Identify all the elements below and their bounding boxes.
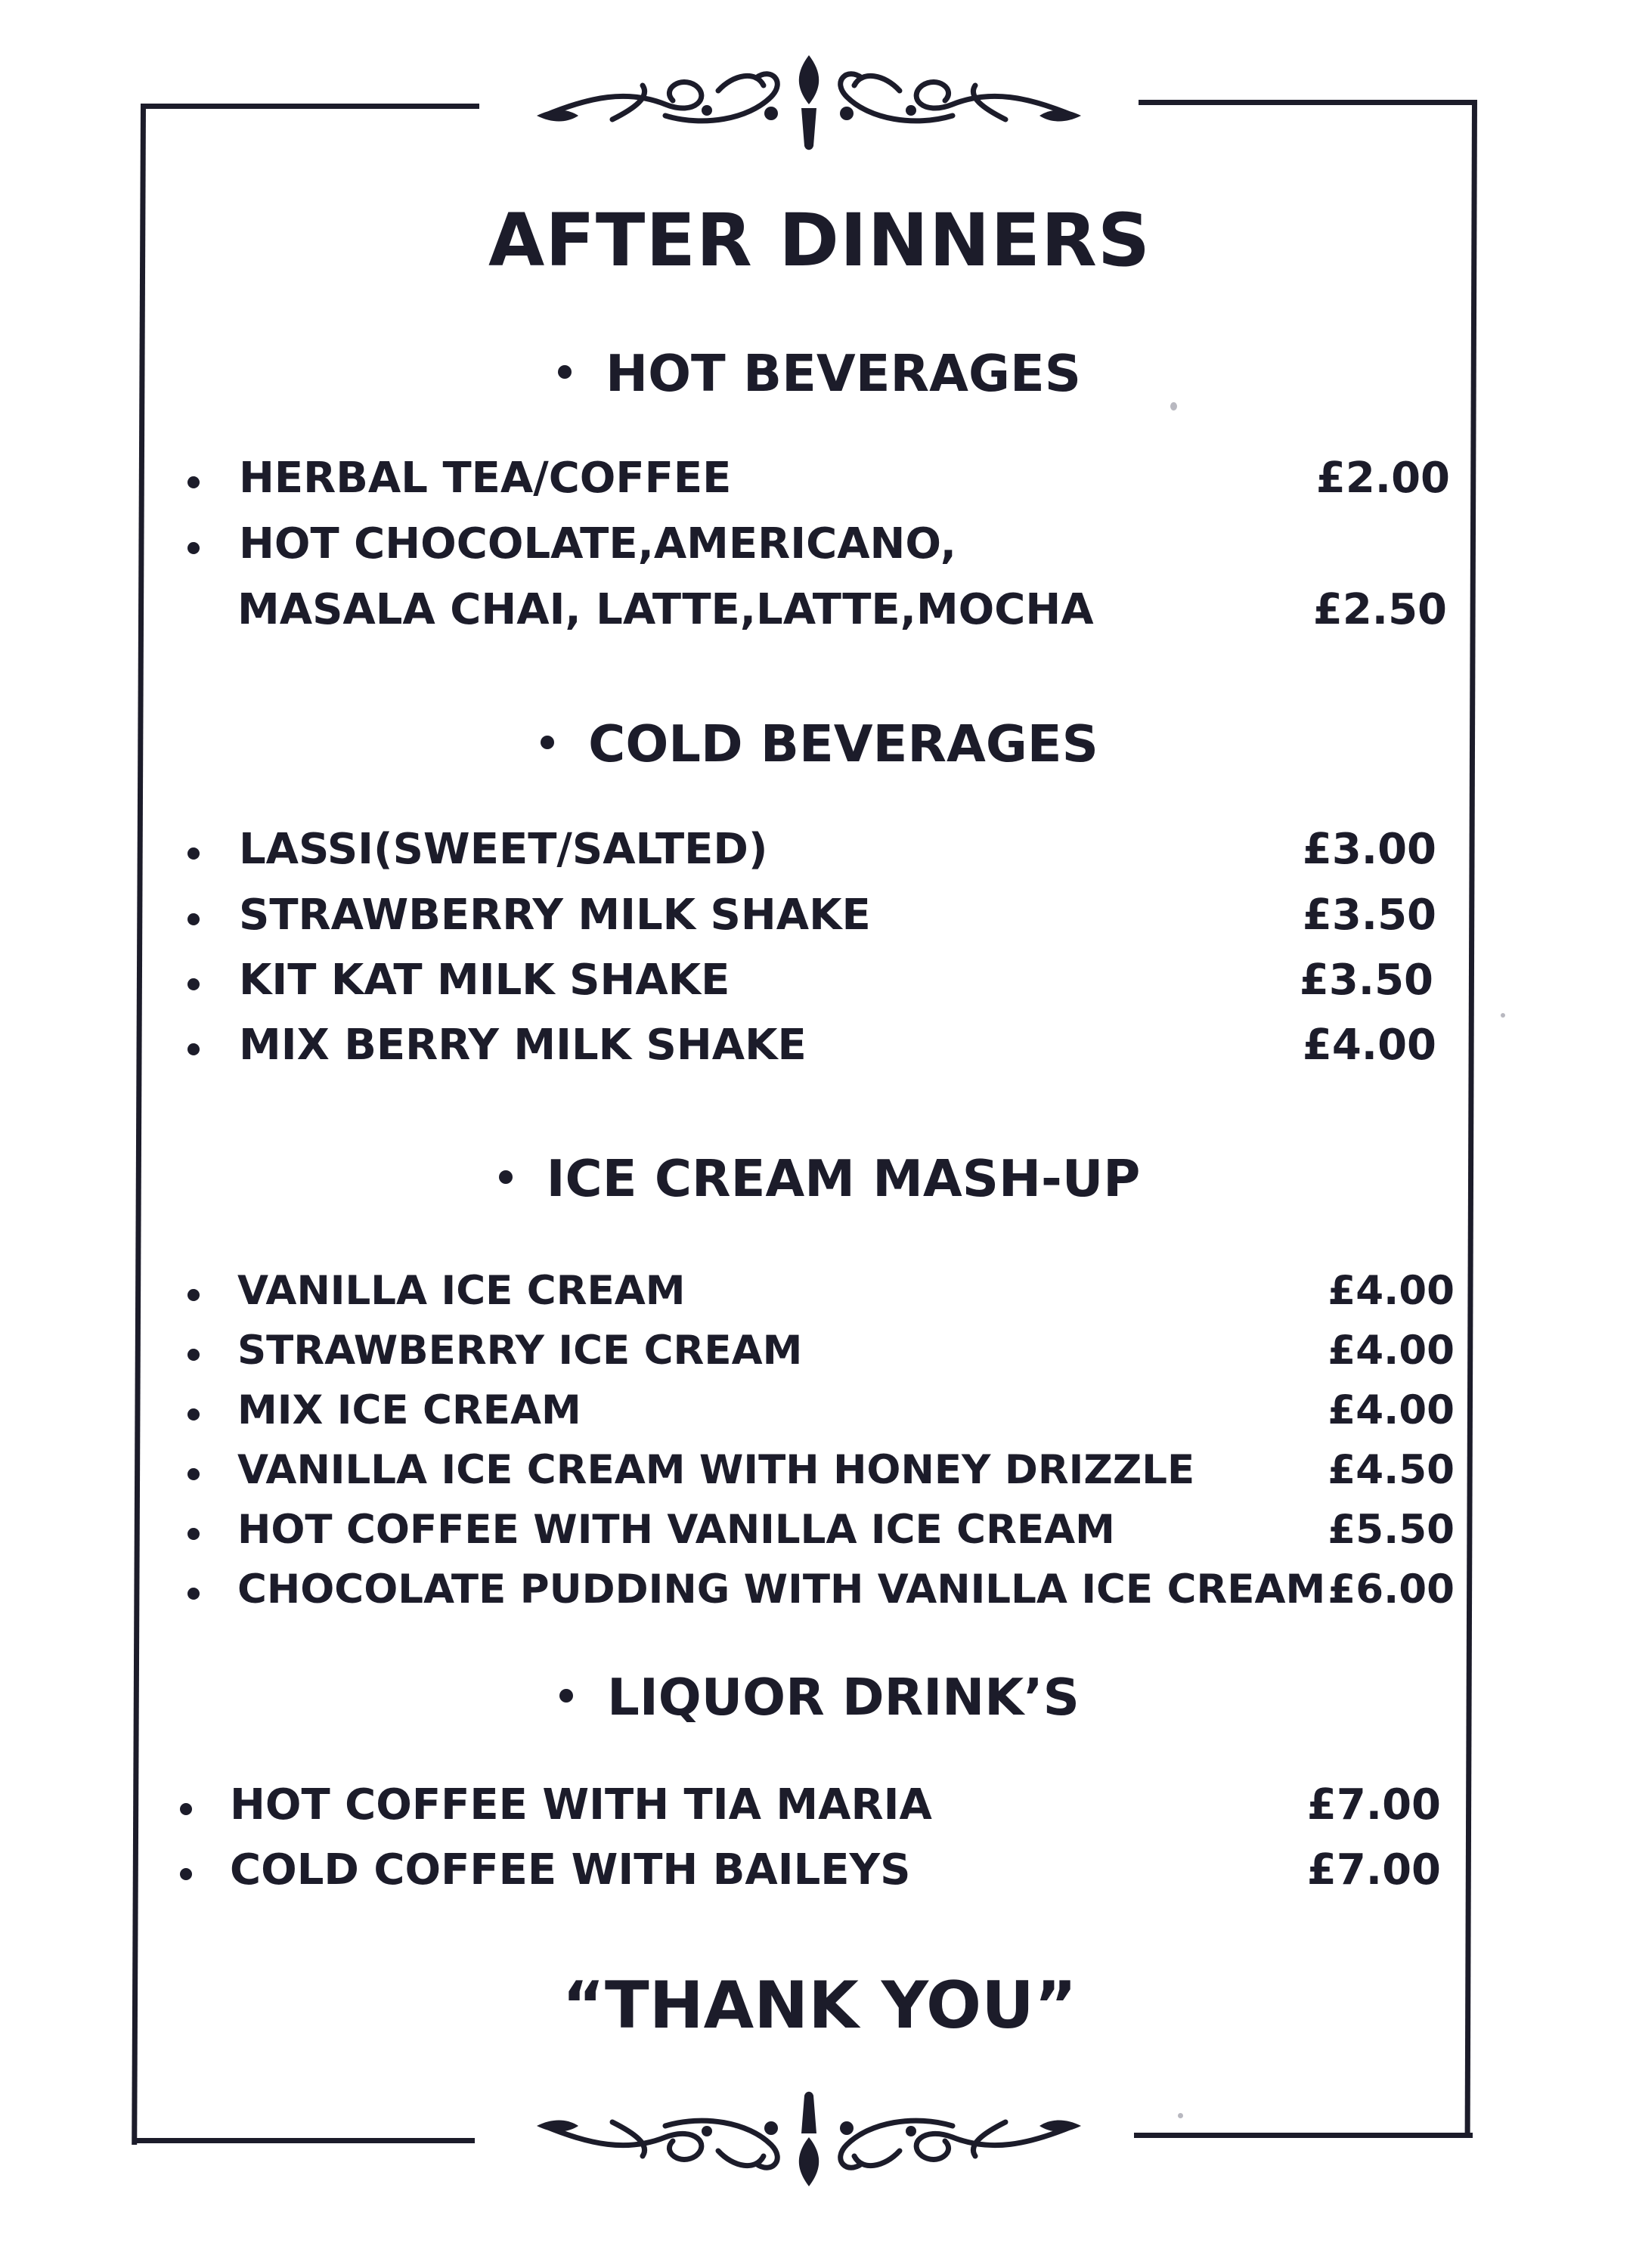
menu-item-price: £4.50 bbox=[1328, 1447, 1455, 1493]
menu-item-name: STRAWBERRY MILK SHAKE bbox=[239, 891, 871, 940]
frame-top-left bbox=[141, 104, 479, 109]
menu-item-price: £6.00 bbox=[1328, 1566, 1455, 1613]
menu-item-price: £5.50 bbox=[1328, 1507, 1455, 1553]
menu-item-price: £4.00 bbox=[1328, 1387, 1455, 1433]
frame-bottom-left bbox=[135, 2138, 475, 2143]
bullet-icon bbox=[541, 736, 554, 749]
bullet-icon bbox=[187, 542, 200, 554]
bottom-ornament-flourish bbox=[522, 2081, 1096, 2194]
section-heading-label: ICE CREAM MASH-UP bbox=[546, 1149, 1141, 1208]
frame-right bbox=[1465, 100, 1477, 2137]
bullet-icon bbox=[187, 1528, 200, 1540]
bullet-icon bbox=[180, 1803, 192, 1815]
menu-item-price: £2.50 bbox=[1312, 585, 1447, 634]
section-heading-hot-beverages bbox=[0, 344, 1639, 403]
section-heading-liquor bbox=[0, 1668, 1639, 1727]
menu-item-price: £4.00 bbox=[1302, 1021, 1436, 1070]
bullet-icon bbox=[180, 1868, 192, 1880]
section-heading-ice-cream bbox=[0, 1149, 1639, 1208]
bullet-icon bbox=[187, 1349, 200, 1361]
menu-item-name: HOT COFFEE WITH VANILLA ICE CREAM bbox=[237, 1507, 1115, 1553]
scan-speck bbox=[1178, 2113, 1183, 2118]
menu-item-name: COLD COFFEE WITH BAILEYS bbox=[230, 1845, 911, 1895]
bullet-icon bbox=[187, 1468, 200, 1480]
bullet-icon bbox=[187, 476, 200, 488]
bullet-icon bbox=[187, 1588, 200, 1600]
menu-item-price: £7.00 bbox=[1306, 1845, 1441, 1895]
thank-you-closing: “THANK YOU” bbox=[562, 1968, 1077, 2043]
bullet-icon bbox=[187, 1289, 200, 1301]
bullet-icon bbox=[559, 1689, 573, 1703]
menu-item-name: HOT COFFEE WITH TIA MARIA bbox=[230, 1780, 932, 1830]
menu-item-name: VANILLA ICE CREAM bbox=[237, 1268, 686, 1314]
bullet-icon bbox=[187, 1043, 200, 1055]
menu-item-price: £2.00 bbox=[1315, 454, 1450, 503]
menu-item-price: £4.00 bbox=[1328, 1268, 1455, 1314]
menu-item-name: MIX ICE CREAM bbox=[237, 1387, 581, 1433]
menu-item-name: MIX BERRY MILK SHAKE bbox=[239, 1021, 807, 1070]
section-heading-cold-beverages bbox=[0, 714, 1639, 773]
menu-item-name: HERBAL TEA/COFFEE bbox=[239, 454, 732, 503]
bullet-icon bbox=[187, 1408, 200, 1421]
menu-item-name: CHOCOLATE PUDDING WITH VANILLA ICE CREAM bbox=[237, 1566, 1326, 1613]
top-ornament-flourish bbox=[522, 44, 1096, 157]
bullet-icon bbox=[187, 847, 200, 860]
menu-item-price: £4.00 bbox=[1328, 1328, 1455, 1374]
menu-item-name: KIT KAT MILK SHAKE bbox=[239, 956, 730, 1005]
bullet-icon bbox=[558, 365, 572, 379]
menu-item-name: HOT CHOCOLATE,AMERICANO, bbox=[239, 519, 957, 569]
section-heading-label: HOT BEVERAGES bbox=[606, 344, 1081, 403]
frame-bottom-right bbox=[1134, 2133, 1473, 2138]
menu-item-name: STRAWBERRY ICE CREAM bbox=[237, 1328, 803, 1374]
frame-top-right bbox=[1139, 100, 1477, 105]
section-heading-label: LIQUOR DRINK’S bbox=[607, 1668, 1080, 1727]
frame-left bbox=[132, 104, 146, 2145]
menu-item-name: LASSI(SWEET/SALTED) bbox=[239, 825, 768, 874]
menu-item-name: VANILLA ICE CREAM WITH HONEY DRIZZLE bbox=[237, 1447, 1195, 1493]
section-heading-label: COLD BEVERAGES bbox=[588, 714, 1098, 773]
menu-title: AFTER DINNERS bbox=[488, 198, 1151, 283]
menu-item-name-line2: MASALA CHAI, LATTE,LATTE,MOCHA bbox=[237, 585, 1094, 634]
menu-item-price: £3.50 bbox=[1302, 891, 1436, 940]
bullet-icon bbox=[499, 1170, 513, 1184]
menu-item-price: £3.00 bbox=[1302, 825, 1436, 874]
bullet-icon bbox=[187, 978, 200, 990]
scan-speck bbox=[1501, 1013, 1505, 1018]
scan-speck bbox=[1170, 402, 1177, 411]
menu-item-price: £3.50 bbox=[1299, 956, 1433, 1005]
bullet-icon bbox=[187, 913, 200, 925]
menu-item-price: £7.00 bbox=[1306, 1780, 1441, 1830]
menu-item-continuation bbox=[237, 585, 1094, 634]
